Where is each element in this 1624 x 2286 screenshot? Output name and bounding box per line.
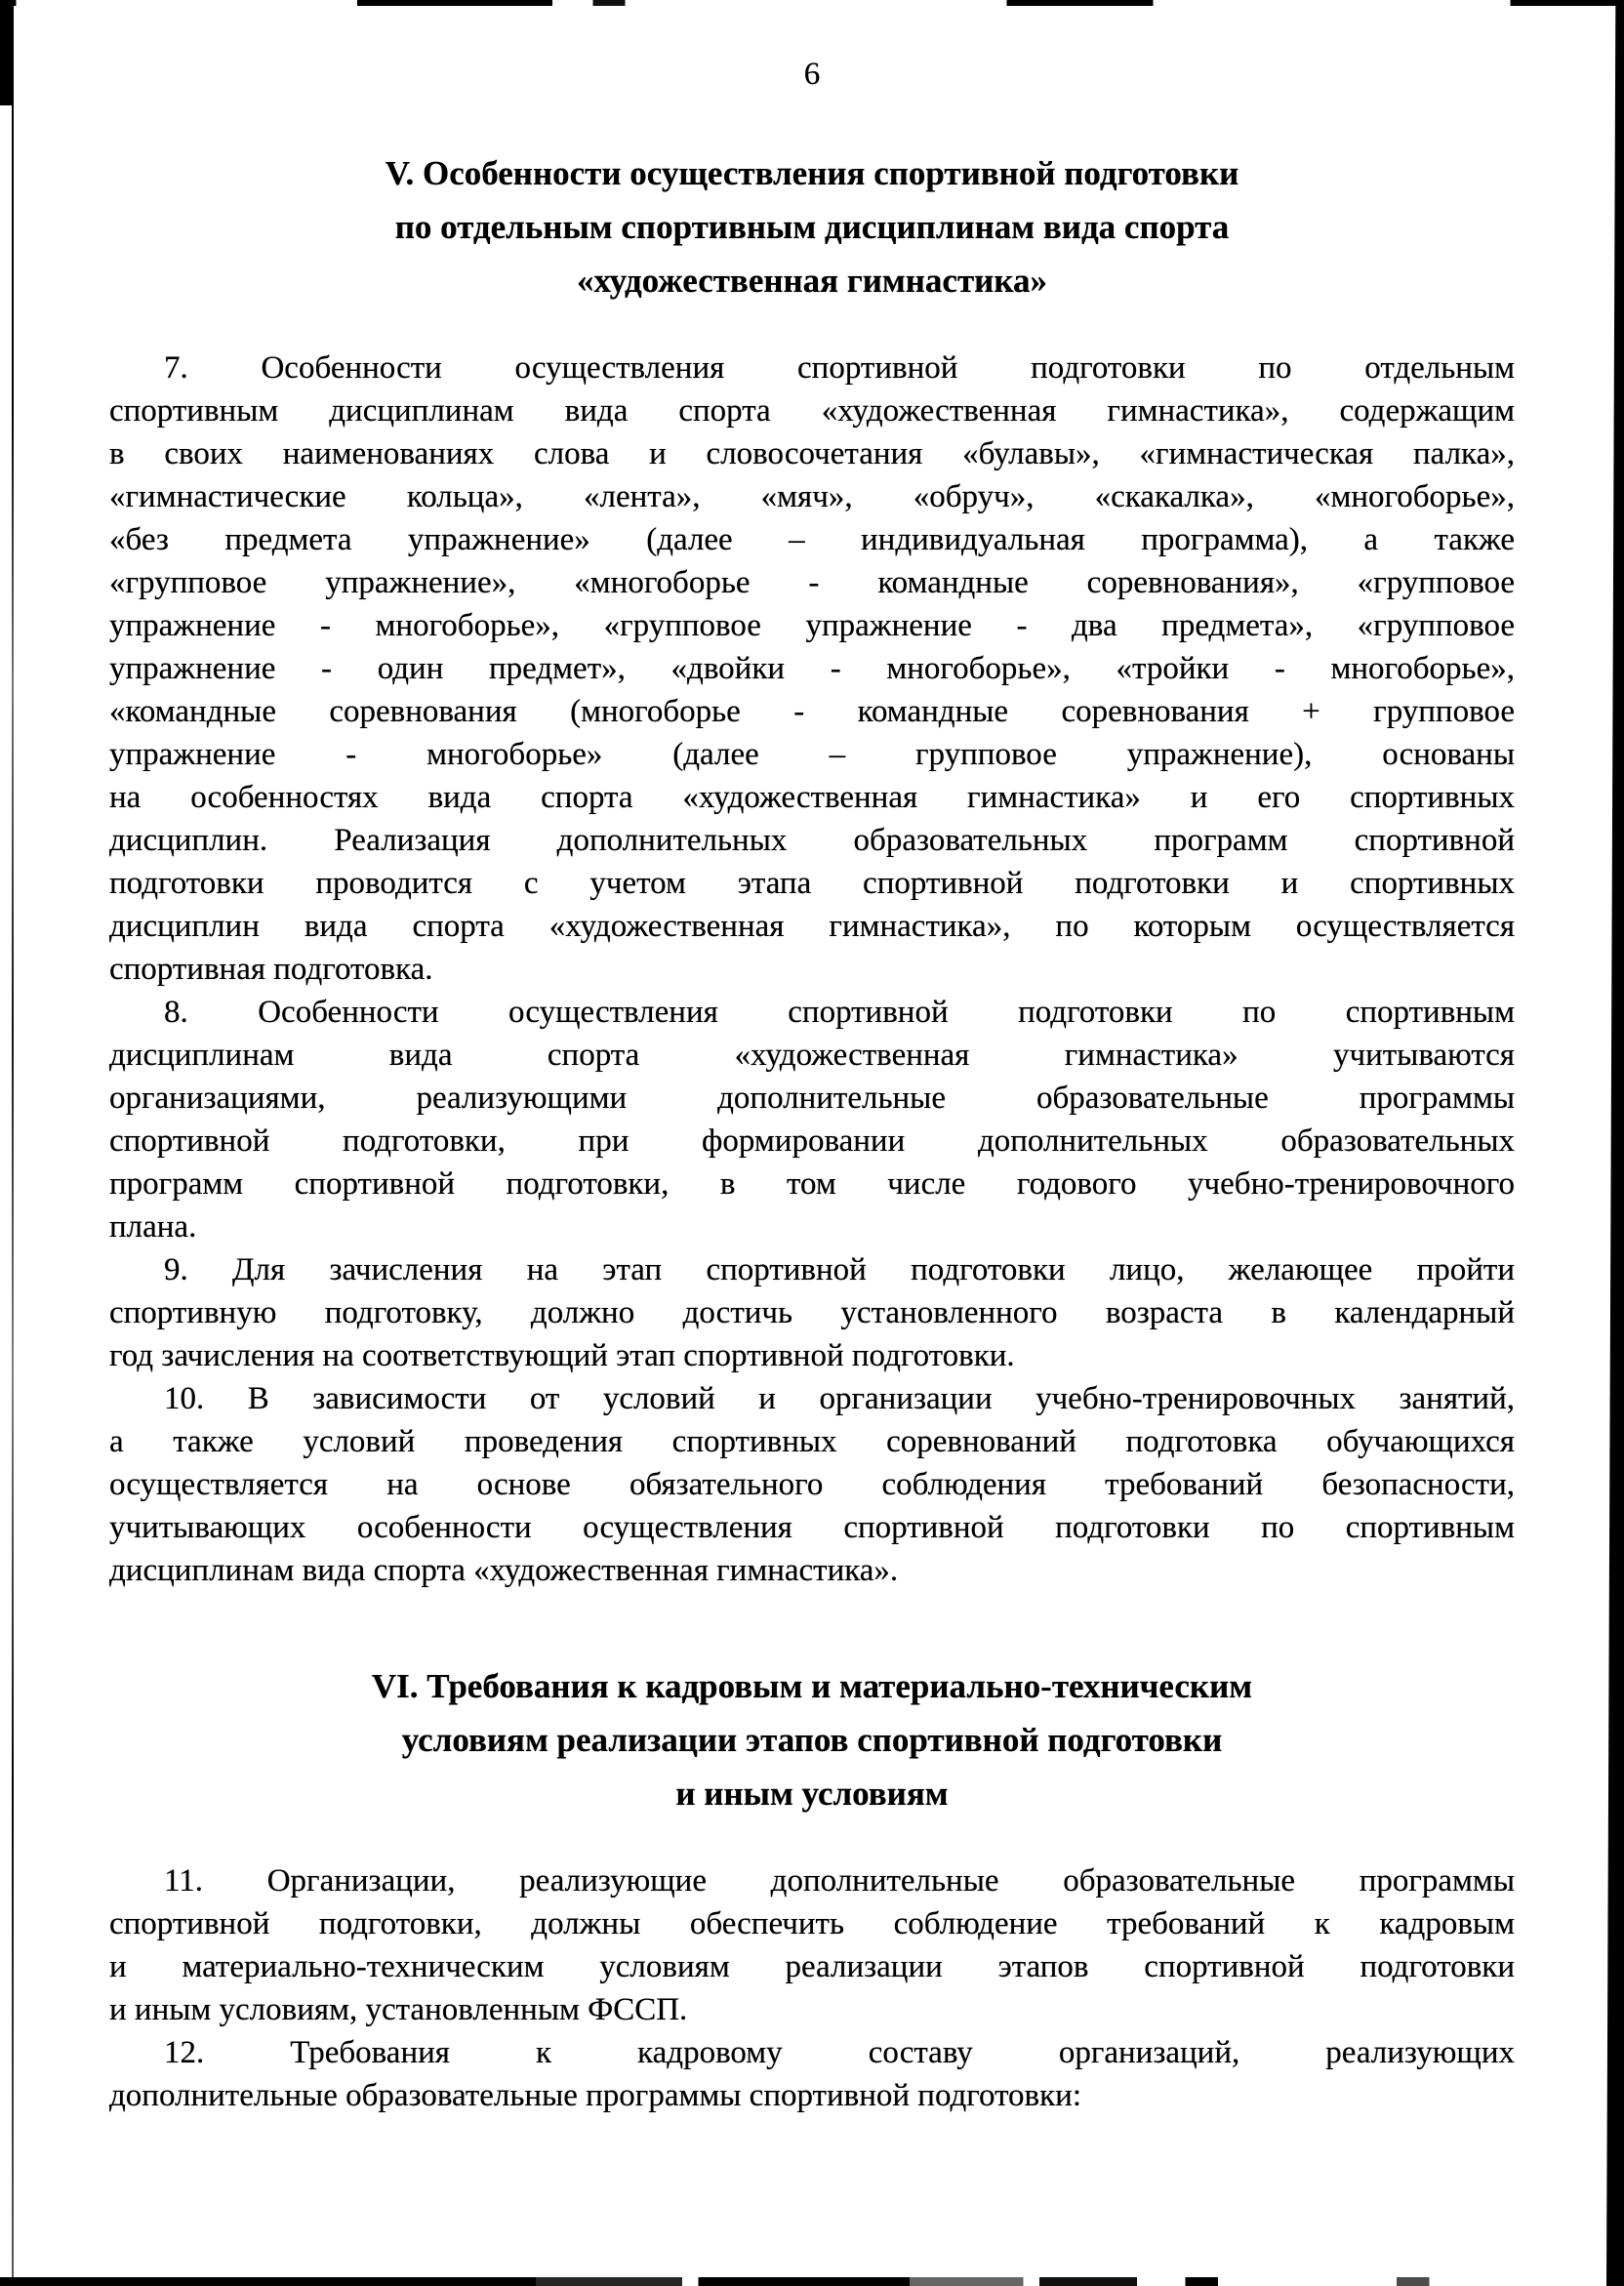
page-number: 6 bbox=[803, 57, 821, 92]
section-vi-heading-line: и иным условиям bbox=[675, 1775, 949, 1813]
paragraph-7-line: упражнение - многоборье» (далее – групповое упражнение), основаны bbox=[109, 737, 1515, 772]
paragraph-11-line: спортивной подготовки, должны обеспечить соблюдение требований к кадровым bbox=[109, 1906, 1515, 1941]
paragraph-10-line: 10. В зависимости от условий и организации учебно-тренировочных занятий, bbox=[164, 1381, 1515, 1416]
paragraph-9-line: год зачисления на соответствующий этап спортивной подготовки. bbox=[109, 1338, 1015, 1373]
section-vi-heading-line: VI. Требования к кадровым и материально-техническим bbox=[371, 1667, 1253, 1705]
page-content bbox=[109, 0, 1515, 2117]
paragraph-9-line: 9. Для зачисления на этап спортивной подготовки лицо, желающее пройти bbox=[164, 1252, 1515, 1287]
paragraph-10-line: дисциплинам вида спорта «художественная гимнастика». bbox=[109, 1553, 899, 1588]
paragraph-8-line: спортивной подготовки, при формировании дополнительных образовательных bbox=[109, 1123, 1515, 1159]
section-vi-heading-line: условиям реализации этапов спортивной подготовки bbox=[401, 1721, 1223, 1759]
scan-artifact-bottom-edge bbox=[0, 2277, 1624, 2286]
paragraph-7-line: упражнение - многоборье», «групповое упражнение - два предмета», «групповое bbox=[109, 608, 1515, 643]
section-v-heading-line: V. Особенности осуществления спортивной подготовки bbox=[385, 154, 1239, 192]
paragraph-9-line: спортивную подготовку, должно достичь установленного возраста в календарный bbox=[109, 1295, 1515, 1330]
paragraph-11-line: и материально-техническим условиям реализации этапов спортивной подготовки bbox=[109, 1949, 1515, 1984]
paragraph-7-line: спортивная подготовка. bbox=[109, 952, 433, 987]
paragraph-12-line: дополнительные образовательные программы спортивной подготовки: bbox=[109, 2078, 1081, 2113]
paragraph-8-line: плана. bbox=[109, 1209, 197, 1245]
paragraph-7-line: «гимнастические кольца», «лента», «мяч», «обруч», «скакалка», «многоборье», bbox=[109, 479, 1515, 514]
paragraph-11-line: 11. Организации, реализующие дополнительные образовательные программы bbox=[164, 1863, 1515, 1898]
section-v-heading bbox=[109, 146, 1515, 307]
paragraph-11-line: и иным условиям, установленным ФССП. bbox=[109, 1992, 688, 2027]
paragraph-7 bbox=[109, 347, 1515, 991]
paragraph-8-line: программ спортивной подготовки, в том числе годового учебно-тренировочного bbox=[109, 1166, 1515, 1202]
scan-artifact-right-stripe bbox=[1606, 0, 1624, 2286]
section-v-heading-line: по отдельным спортивным дисциплинам вида спорта bbox=[394, 208, 1230, 246]
scan-artifact-top-left-corner bbox=[0, 0, 14, 105]
paragraph-11 bbox=[109, 1859, 1515, 2031]
paragraph-7-line: на особенностях вида спорта «художественная гимнастика» и его спортивных bbox=[109, 780, 1515, 815]
paragraph-8-line: дисциплинам вида спорта «художественная гимнастика» учитываются bbox=[109, 1038, 1515, 1073]
paragraph-9 bbox=[109, 1248, 1515, 1377]
paragraph-10-line: учитывающих особенности осуществления спортивной подготовки по спортивным bbox=[109, 1510, 1515, 1545]
paragraph-7-line: упражнение - один предмет», «двойки - многоборье», «тройки - многоборье», bbox=[109, 651, 1515, 686]
paragraph-8 bbox=[109, 991, 1515, 1248]
paragraph-10-line: осуществляется на основе обязательного соблюдения требований безопасности, bbox=[109, 1467, 1515, 1502]
paragraph-7-line: «без предмета упражнение» (далее – индивидуальная программа), а также bbox=[109, 522, 1515, 557]
section-vi-body bbox=[109, 1859, 1515, 2117]
paragraph-12 bbox=[109, 2031, 1515, 2117]
paragraph-7-line: в своих наименованиях слова и словосочетания «булавы», «гимнастическая палка», bbox=[109, 436, 1515, 471]
paragraph-8-line: организациями, реализующими дополнительные образовательные программы bbox=[109, 1081, 1515, 1116]
paragraph-10-line: а также условий проведения спортивных соревнований подготовка обучающихся bbox=[109, 1424, 1515, 1459]
paragraph-7-line: дисциплин вида спорта «художественная гимнастика», по которым осуществляется bbox=[109, 909, 1515, 944]
section-v-body bbox=[109, 347, 1515, 1592]
paragraph-7-line: «командные соревнования (многоборье - командные соревнования + групповое bbox=[109, 694, 1515, 729]
section-vi-heading bbox=[109, 1659, 1515, 1820]
paragraph-10 bbox=[109, 1377, 1515, 1592]
scan-artifact-left-line bbox=[12, 0, 14, 2286]
paragraph-12-line: 12. Требования к кадровому составу организаций, реализующих bbox=[164, 2035, 1515, 2070]
paragraph-7-line: подготовки проводится с учетом этапа спортивной подготовки и спортивных bbox=[109, 866, 1515, 901]
section-v-heading-line: «художественная гимнастика» bbox=[577, 262, 1047, 300]
paragraph-7-line: дисциплин. Реализация дополнительных образовательных программ спортивной bbox=[109, 823, 1515, 858]
paragraph-8-line: 8. Особенности осуществления спортивной подготовки по спортивным bbox=[164, 995, 1515, 1030]
paragraph-7-line: спортивным дисциплинам вида спорта «художественная гимнастика», содержащим bbox=[109, 393, 1515, 429]
paragraph-7-line: 7. Особенности осуществления спортивной подготовки по отдельным bbox=[164, 350, 1515, 386]
paragraph-7-line: «групповое упражнение», «многоборье - командные соревнования», «групповое bbox=[109, 565, 1515, 600]
